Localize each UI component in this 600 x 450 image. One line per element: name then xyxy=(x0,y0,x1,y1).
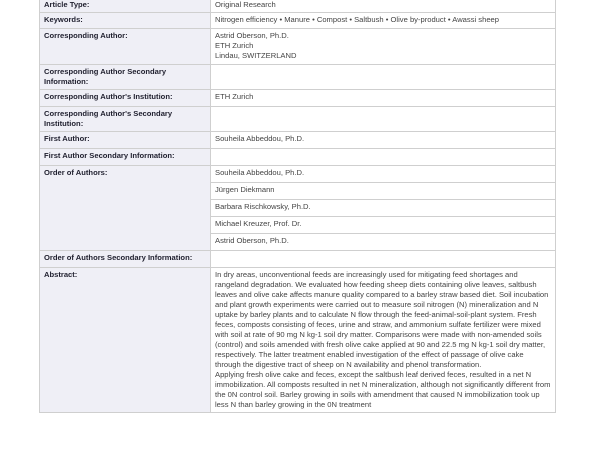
corr-author-affiliation: ETH Zurich xyxy=(215,41,254,50)
row-article-type xyxy=(40,0,556,13)
value-article-type: Original Research xyxy=(211,0,556,13)
label-article-type: Article Type: xyxy=(40,0,211,13)
label-abstract: Abstract: xyxy=(40,268,211,413)
row-keywords xyxy=(40,13,556,29)
value-corresponding-author xyxy=(211,29,556,65)
author-entry-5: Astrid Oberson, Ph.D. xyxy=(211,234,556,251)
row-corresponding-author xyxy=(40,29,556,65)
label-corr-author-secondary-info: Corresponding Author Secondary Information: xyxy=(40,65,211,90)
corr-author-location: Lindau, SWITZERLAND xyxy=(215,51,297,60)
value-keywords: Nitrogen efficiency • Manure • Compost • Saltbush • Olive by-product • Awassi sheep xyxy=(211,13,556,29)
row-abstract xyxy=(40,268,556,413)
value-order-of-authors-secondary-info xyxy=(211,251,556,268)
label-corr-author-institution: Corresponding Author's Institution: xyxy=(40,90,211,107)
label-corresponding-author: Corresponding Author: xyxy=(40,29,211,65)
author-entry-3: Barbara Rischkowsky, Ph.D. xyxy=(211,200,556,217)
value-corr-author-institution: ETH Zurich xyxy=(211,90,556,107)
metadata-table xyxy=(39,0,556,413)
value-corr-author-secondary-info xyxy=(211,65,556,90)
row-first-author-secondary-info xyxy=(40,149,556,166)
submission-metadata xyxy=(39,0,556,413)
row-corr-author-secondary-institution xyxy=(40,107,556,132)
author-entry-2: Jürgen Diekmann xyxy=(211,183,556,200)
label-first-author: First Author: xyxy=(40,132,211,149)
row-corr-author-secondary-info xyxy=(40,65,556,90)
label-order-of-authors: Order of Authors: xyxy=(40,166,211,251)
value-first-author: Souheila Abbeddou, Ph.D. xyxy=(211,132,556,149)
label-corr-author-secondary-institution: Corresponding Author's Secondary Institution: xyxy=(40,107,211,132)
row-first-author xyxy=(40,132,556,149)
author-entry-4: Michael Kreuzer, Prof. Dr. xyxy=(211,217,556,234)
value-corr-author-secondary-institution xyxy=(211,107,556,132)
label-first-author-secondary-info: First Author Secondary Information: xyxy=(40,149,211,166)
corr-author-name: Astrid Oberson, Ph.D. xyxy=(215,31,289,40)
label-order-of-authors-secondary-info: Order of Authors Secondary Information: xyxy=(40,251,211,268)
label-keywords: Keywords: xyxy=(40,13,211,29)
value-first-author-secondary-info xyxy=(211,149,556,166)
row-order-of-authors-secondary-info xyxy=(40,251,556,268)
row-corr-author-institution xyxy=(40,90,556,107)
row-order-of-authors xyxy=(40,166,556,183)
value-abstract: In dry areas, unconventional feeds are increasingly used for mitigating feed shortages and rangeland degradation. We evaluated how feeding sheep diets containing olive leaves, saltbush leaves and olive cake affects manure quality compared to a barley straw based diet. Soil incubation and plant growth experiments were carried out to measure soil nitrogen (N) mineralization and N uptake by barley plants and to calculate N flow through the feed-animal-soil-plant system. Fresh feces, composts consisting of feces, urine and straw, and ammonium sulfate fertilizer were mixed with soil at rate of 90 mg N kg-1 soil dry matter. Comparisons were made with non-amended soils (control) and soils amended with fresh olive cake applied at 90 and 22.5 mg N kg-1 soil dry matter, respectively. The latter treatment enabled investigation of the effect of passage of olive cake through the digestive tract of sheep on N availability and phenol transformation. Applying fresh olive cake and feces, except the saltbush leaf derived feces, resulted in a net N immobilization. All composts resulted in net N mineralization, although not significantly different from the 0N control soil. Barley growing in soils with amendment that caused N immobilization took up less N than barley growing in the 0N treatment xyxy=(211,268,556,413)
author-entry-1: Souheila Abbeddou, Ph.D. xyxy=(211,166,556,183)
